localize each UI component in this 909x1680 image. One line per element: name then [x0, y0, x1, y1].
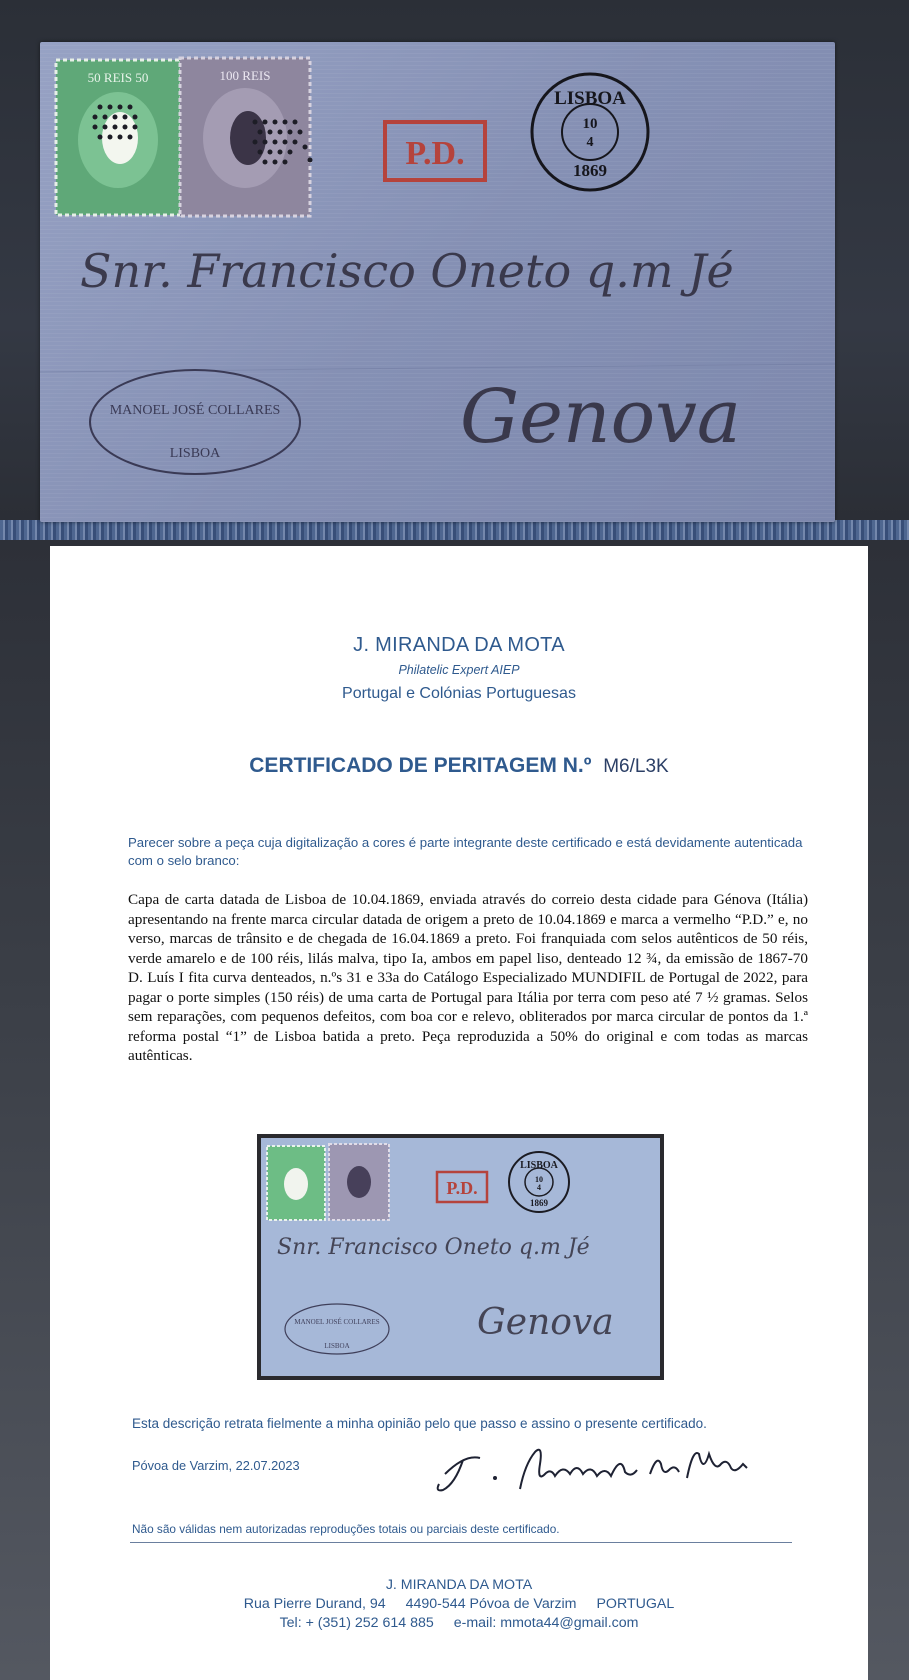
stamp-100-reis: [180, 58, 310, 216]
stamp-100-label: 100 REIS: [219, 68, 271, 83]
certificate-heading-text: CERTIFICADO DE PERITAGEM N.º: [249, 754, 592, 777]
svg-text:LISBOA: LISBOA: [520, 1160, 558, 1171]
address-line-2: Genova: [460, 374, 742, 460]
address-line-1: Snr. Francisco Oneto q.m Jé: [80, 244, 734, 298]
footer-contact-row: [50, 1614, 868, 1633]
certificate-intro: Parecer sobre a peça cuja digitalização a cores é parte integrante deste certificado e está devidamente autenticada com o selo branco:: [128, 835, 803, 868]
expert-specialty: Portugal e Colónias Portuguesas: [342, 685, 576, 702]
footer-country: PORTUGAL: [596, 1596, 675, 1612]
footer-street: Rua Pierre Durand, 94: [243, 1596, 386, 1612]
reproduction-disclaimer: Não são válidas nem autorizadas reproduções totais ou parciais deste certificado.: [132, 1522, 560, 1536]
sender-oval-stamp: [90, 370, 300, 474]
certificate-description: Capa de carta datada de Lisboa de 10.04.1869, enviada através do correio desta cidade para Génova (Itália) apresentando na frente marca circular datada de origem a preto de 10.04.1869 e marca a vermelho “P.D.” e, no verso, marcas de trânsito e de chegada de 16.04.1869 a preto. Foi franquiada com selos autênticos de 50 réis, verde amarelo e de 100 réis, lilás malva, tipo Ia, ambos em papel liso, denteado 12 ¾, da emissão de 1867-70 D. Luís I fita curva denteados, n.ºs 31 e 33a do Catálogo Especializado MUNDIFIL de Portugal de 2022, para pagar o porte simples (150 réis) de uma carta de Portugal para Itália por terra com peso até 7 ½ gramas. Selos sem reparações, com pequenos defeitos, com boa cor e relevo, obliterados por marca circular de pontos da 1.ª reforma postal “1” de Lisboa batida a preto. Peça reproduzida a 50% do original e com todas as marcas autênticas.: [128, 891, 808, 1064]
letter-cover: [40, 42, 835, 522]
svg-text:P.D.: P.D.: [446, 1178, 478, 1198]
footer-email[interactable]: e-mail: mmota44@gmail.com: [453, 1615, 639, 1631]
footer-postal: 4490-544 Póvoa de Varzim: [405, 1596, 577, 1612]
postmark-city: LISBOA: [554, 88, 626, 109]
cover-thumbnail: [257, 1134, 664, 1380]
svg-text:Snr. Francisco Oneto q.m Jé: Snr. Francisco Oneto q.m Jé: [277, 1235, 590, 1260]
postmark-year: 1869: [573, 161, 607, 180]
svg-text:10: 10: [535, 1175, 543, 1184]
scan-edge-stripes: [0, 520, 909, 540]
postmark-day: 10: [582, 116, 598, 132]
handwritten-signature: [425, 1434, 755, 1498]
expert-header: [50, 634, 868, 703]
certificate-number: M6/L3K: [603, 756, 669, 777]
certificate-sheet: [50, 546, 868, 1680]
cover-thumbnail-artwork: [257, 1134, 664, 1380]
svg-text:1869: 1869: [530, 1198, 548, 1208]
postmark-month: 4: [586, 135, 594, 150]
pd-red-mark-text: P.D.: [405, 135, 465, 172]
lisboa-postmark: [532, 74, 648, 190]
footer-name: J. MIRANDA DA MOTA: [385, 1577, 533, 1593]
place-and-date: Póvoa de Varzim, 22.07.2023: [132, 1458, 300, 1473]
sender-city: LISBOA: [169, 446, 221, 461]
svg-text:Genova: Genova: [477, 1302, 614, 1343]
svg-text:LISBOA: LISBOA: [324, 1342, 350, 1350]
stamp-50-label: 50 REIS 50: [87, 70, 149, 85]
expert-title: Philatelic Expert AIEP: [398, 663, 520, 677]
certificate-footer: [50, 1576, 868, 1633]
letter-cover-artwork: [40, 42, 835, 522]
footer-divider: [130, 1542, 792, 1543]
svg-text:4: 4: [537, 1183, 541, 1192]
expert-name: J. MIRANDA DA MOTA: [353, 634, 565, 656]
certificate-heading: [50, 754, 868, 778]
sender-name: MANOEL JOSÉ COLLARES: [109, 403, 281, 418]
footer-phone: Tel: + (351) 252 614 885: [279, 1615, 434, 1631]
certification-statement: Esta descrição retrata fielmente a minha opinião pelo que passo e assino o presente certificado.: [132, 1416, 707, 1431]
svg-text:MANOEL JOSÉ COLLARES: MANOEL JOSÉ COLLARES: [294, 1318, 380, 1326]
pd-red-mark: [385, 122, 485, 180]
footer-address-row: [50, 1595, 868, 1614]
